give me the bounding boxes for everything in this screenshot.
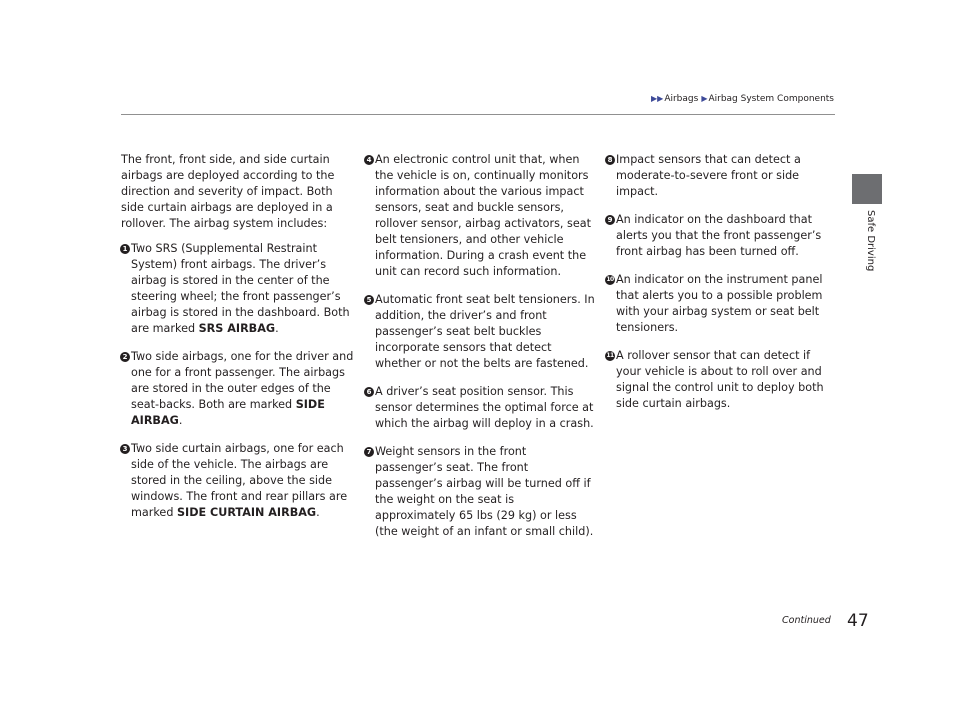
number-badge-icon: 11: [606, 352, 614, 359]
number-badge-icon: 3: [120, 444, 130, 454]
page-number: 47: [847, 611, 869, 631]
double-arrow-icon: ▶▶: [651, 94, 664, 103]
number-badge-icon: 10: [606, 276, 614, 283]
number-badge-icon: 8: [605, 155, 615, 165]
header-rule: [121, 114, 835, 115]
intro-paragraph: The front, front side, and side curtain airbags are deployed according to the direction and severity of impact. Both side curtain airbags are deployed in a rollover. The airbag system includes:: [121, 153, 335, 230]
list-item: 4 An electronic control unit that, when the vehicle is on, continually monitors information about the various impact sensors, seat and buckle sensors, rollover sensor, airbag activators, seat belt tensioners, and other vehicle information. During a crash event the unit can record such information.: [365, 152, 595, 280]
arrow-icon: ▶: [701, 94, 708, 103]
breadcrumb-item-airbags[interactable]: Airbags: [664, 94, 699, 104]
number-badge-icon: 6: [364, 387, 374, 397]
list-item: 3 Two side curtain airbags, one for each side of the vehicle. The airbags are stored in the ceiling, above the side windows. The front and rear pillars are marked SIDE CURTAIN AIRBAG.: [121, 441, 357, 521]
number-badge-icon: 7: [364, 447, 374, 457]
list-item: 10 An indicator on the instrument panel that alerts you to a possible problem with your airbag system or seat belt tensioners.: [606, 273, 823, 334]
section-tab[interactable]: [852, 174, 882, 204]
number-badge-icon: 1: [120, 244, 130, 254]
column-2: [365, 152, 595, 552]
number-badge-icon: 9: [605, 215, 615, 225]
number-badge-icon: 5: [364, 295, 374, 305]
column-3: [606, 152, 836, 424]
list-item: 2 Two side airbags, one for the driver and one for a front passenger. The airbags are stored in the outer edges of the seat-backs. Both are marked SIDE AIRBAG.: [121, 349, 357, 429]
breadcrumb-item-components[interactable]: Airbag System Components: [708, 94, 834, 104]
section-tab-label: Safe Driving: [865, 210, 876, 272]
list-item: 6 A driver’s seat position sensor. This sensor determines the optimal force at which the airbag will deploy in a crash.: [365, 384, 595, 432]
list-item: 5 Automatic front seat belt tensioners. In addition, the driver’s and front passenger’s seat belt buckles incorporate sensors that detect whether or not the belts are fastened.: [365, 292, 595, 372]
breadcrumb: [640, 94, 834, 104]
column-1: [121, 152, 357, 533]
number-badge-icon: 2: [120, 352, 130, 362]
list-item: 9 An indicator on the dashboard that alerts you that the front passenger’s front airbag has been turned off.: [606, 212, 836, 260]
number-badge-icon: 4: [364, 155, 374, 165]
list-item: 8 Impact sensors that can detect a moderate-to-severe front or side impact.: [606, 152, 836, 200]
list-item: 1 Two SRS (Supplemental Restraint System) front airbags. The driver’s airbag is stored in the center of the steering wheel; the front passenger’s airbag is stored in the dashboard. Both are marked SRS AIRBAG.: [121, 241, 357, 337]
continued-label: Continued: [782, 615, 831, 626]
list-item: 7 Weight sensors in the front passenger’s seat. The front passenger’s airbag will be turned off if the weight on the seat is approximately 65 lbs (29 kg) or less (the weight of an infant or small child).: [365, 444, 595, 540]
list-item: 11 A rollover sensor that can detect if your vehicle is about to roll over and signal the control unit to deploy both side curtain airbags.: [606, 349, 824, 410]
